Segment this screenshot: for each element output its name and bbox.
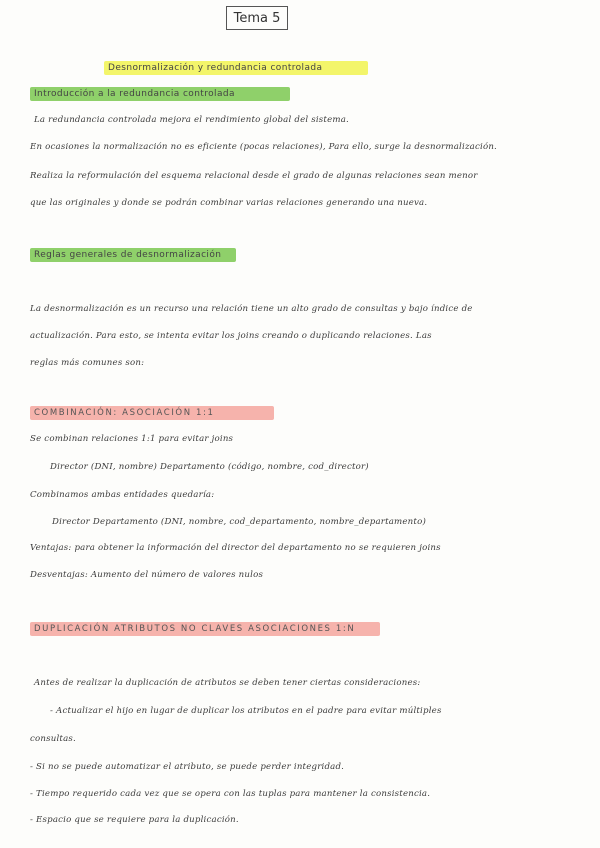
combination-line-4: Director Departamento (DNI, nombre, cod_departamento, nombre_departamento) [52, 517, 427, 527]
main-heading: Desnormalización y redundancia controlada [108, 63, 323, 73]
duplication-line-5: - Tiempo requerido cada vez que se opera con las tuplas para mantener la consistencia. [30, 789, 431, 799]
intro-line-1: La redundancia controlada mejora el rendimiento global del sistema. [34, 115, 349, 125]
duplication-line-1: Antes de realizar la duplicación de atributos se deben tener ciertas consideraciones: [34, 678, 421, 688]
combination-line-3: Combinamos ambas entidades quedaría: [30, 490, 215, 500]
intro-line-3: Realiza la reformulación del esquema relacional desde el grado de algunas relaciones sean menor [30, 171, 478, 181]
rules-line-2: actualización. Para esto, se intenta evitar los joins creando o duplicando relaciones. Las [30, 331, 432, 341]
page-title: Tema 5 [226, 6, 288, 30]
rules-line-3: reglas más comunes son: [30, 358, 145, 368]
duplication-line-3: consultas. [30, 734, 76, 744]
section-heading-duplication: DUPLICACIÓN ATRIBUTOS NO CLAVES ASOCIACIONES 1:N [34, 624, 356, 634]
section-heading-intro: Introducción a la redundancia controlada [34, 89, 235, 99]
intro-line-2: En ocasiones la normalización no es eficiente (pocas relaciones), Para ello, surge la desnormalización. [30, 142, 497, 152]
rules-line-1: La desnormalización es un recurso una relación tiene un alto grado de consultas y bajo índice de [30, 304, 473, 314]
combination-line-1: Se combinan relaciones 1:1 para evitar joins [30, 434, 234, 444]
section-heading-rules: Reglas generales de desnormalización [34, 250, 222, 260]
intro-line-4: que las originales y donde se podrán combinar varias relaciones generando una nueva. [30, 198, 428, 208]
duplication-line-6: - Espacio que se requiere para la duplicación. [30, 815, 239, 825]
duplication-line-4: - Si no se puede automatizar el atributo, se puede perder integridad. [30, 762, 345, 772]
combination-line-5: Ventajas: para obtener la información del director del departamento no se requieren joins [30, 543, 441, 553]
section-heading-combination: COMBINACIÓN: ASOCIACIÓN 1:1 [34, 408, 215, 418]
combination-line-2: Director (DNI, nombre) Departamento (código, nombre, cod_director) [50, 462, 369, 472]
duplication-line-2: - Actualizar el hijo en lugar de duplicar los atributos en el padre para evitar múltiples [50, 706, 442, 716]
combination-line-6: Desventajas: Aumento del número de valores nulos [30, 570, 264, 580]
